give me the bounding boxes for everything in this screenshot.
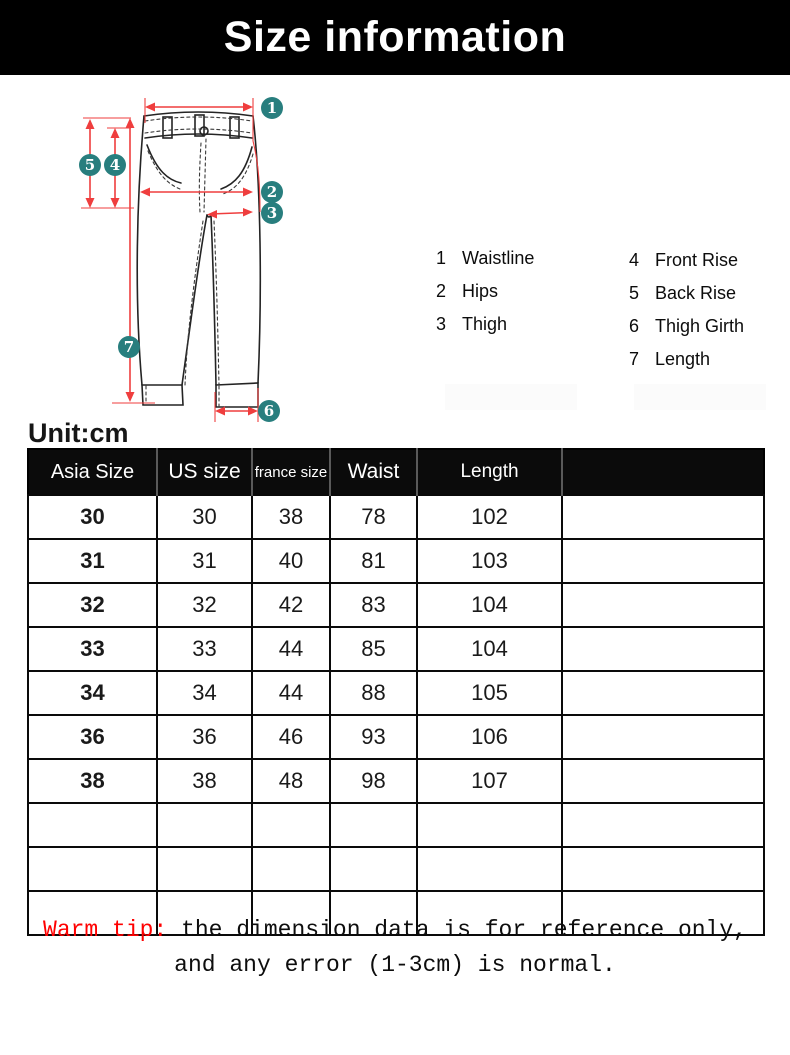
table-cell (330, 847, 417, 891)
warm-tip-line2: and any error (1-3cm) is normal. (174, 952, 616, 978)
table-cell: 42 (252, 583, 330, 627)
faded-highlight-block (634, 384, 766, 410)
table-cell: 32 (157, 583, 252, 627)
table-cell (562, 539, 764, 583)
table-cell: 30 (28, 495, 157, 539)
table-cell: 88 (330, 671, 417, 715)
table-cell: 40 (252, 539, 330, 583)
header-length: Length (417, 449, 562, 495)
warm-tip-line1: Warm tip: the dimension data is for reference only, (43, 917, 747, 943)
header-asia-size: Asia Size (28, 449, 157, 495)
svg-text:5: 5 (84, 156, 96, 174)
table-cell (562, 715, 764, 759)
table-cell: 44 (252, 671, 330, 715)
legend-item-thigh-girth: 6 Thigh Girth (628, 316, 745, 336)
table-cell (562, 803, 764, 847)
faded-highlight-block (445, 384, 577, 410)
table-cell (562, 847, 764, 891)
pants-measurement-diagram (60, 85, 300, 430)
warm-tip-label: Warm tip: (43, 917, 168, 943)
table-row (28, 539, 764, 583)
table-cell: 106 (417, 715, 562, 759)
table-cell: 30 (157, 495, 252, 539)
table-cell (417, 803, 562, 847)
table-cell (330, 803, 417, 847)
table-cell: 83 (330, 583, 417, 627)
legend-item-length: 7 Length (628, 349, 711, 369)
table-cell: 81 (330, 539, 417, 583)
table-row (28, 583, 764, 627)
table-cell: 38 (252, 495, 330, 539)
table-row (28, 847, 764, 891)
warm-tip-note (0, 913, 790, 983)
table-cell: 105 (417, 671, 562, 715)
table-cell (562, 627, 764, 671)
table-cell: 36 (157, 715, 252, 759)
legend-item-hips: 2 Hips (435, 281, 499, 301)
table-cell (157, 847, 252, 891)
legend-item-back-rise: 5 Back Rise (628, 283, 737, 303)
svg-text:4: 4 (109, 156, 121, 174)
table-cell: 93 (330, 715, 417, 759)
table-cell: 32 (28, 583, 157, 627)
table-cell: 33 (157, 627, 252, 671)
unit-label: Unit:cm (28, 418, 129, 448)
table-cell (28, 803, 157, 847)
size-table-body (28, 495, 764, 935)
table-cell (562, 583, 764, 627)
table-cell (417, 847, 562, 891)
svg-text:7: 7 (123, 338, 135, 356)
table-cell: 34 (28, 671, 157, 715)
table-cell: 103 (417, 539, 562, 583)
table-cell (252, 847, 330, 891)
table-cell (252, 803, 330, 847)
legend-item-thigh: 3 Thigh (435, 314, 508, 334)
table-cell (562, 671, 764, 715)
table-cell: 102 (417, 495, 562, 539)
legend-item-waistline: 1 Waistline (435, 248, 535, 268)
size-table (27, 448, 765, 936)
header-empty (562, 449, 764, 495)
table-cell: 36 (28, 715, 157, 759)
title-banner (0, 0, 790, 75)
table-cell: 107 (417, 759, 562, 803)
svg-text:1: 1 (266, 99, 278, 117)
table-cell: 48 (252, 759, 330, 803)
header-france-size: france size (252, 449, 330, 495)
table-row (28, 495, 764, 539)
table-cell (157, 803, 252, 847)
measurement-arrows (81, 98, 260, 422)
table-cell: 104 (417, 627, 562, 671)
table-row (28, 671, 764, 715)
table-cell: 33 (28, 627, 157, 671)
table-cell: 31 (157, 539, 252, 583)
table-cell (562, 495, 764, 539)
table-cell: 98 (330, 759, 417, 803)
legend-item-front-rise: 4 Front Rise (628, 250, 739, 270)
table-cell: 34 (157, 671, 252, 715)
svg-text:3: 3 (266, 204, 278, 222)
table-cell: 78 (330, 495, 417, 539)
svg-text:2: 2 (266, 183, 278, 201)
table-cell: 38 (157, 759, 252, 803)
table-cell: 104 (417, 583, 562, 627)
measurement-legend-right (626, 244, 744, 376)
table-cell (28, 847, 157, 891)
table-cell (562, 759, 764, 803)
table-row (28, 759, 764, 803)
header-us-size: US size (157, 449, 252, 495)
table-cell: 46 (252, 715, 330, 759)
table-row (28, 803, 764, 847)
page-title: Size information (223, 13, 567, 61)
table-row (28, 627, 764, 671)
table-cell: 44 (252, 627, 330, 671)
table-cell: 38 (28, 759, 157, 803)
callout-badges (79, 97, 283, 422)
measurement-legend-left (433, 242, 534, 341)
svg-text:6: 6 (263, 402, 275, 420)
table-header-row (28, 449, 764, 495)
header-waist: Waist (330, 449, 417, 495)
table-row (28, 715, 764, 759)
pants-outline-drawing (137, 112, 260, 407)
table-cell: 85 (330, 627, 417, 671)
table-cell: 31 (28, 539, 157, 583)
